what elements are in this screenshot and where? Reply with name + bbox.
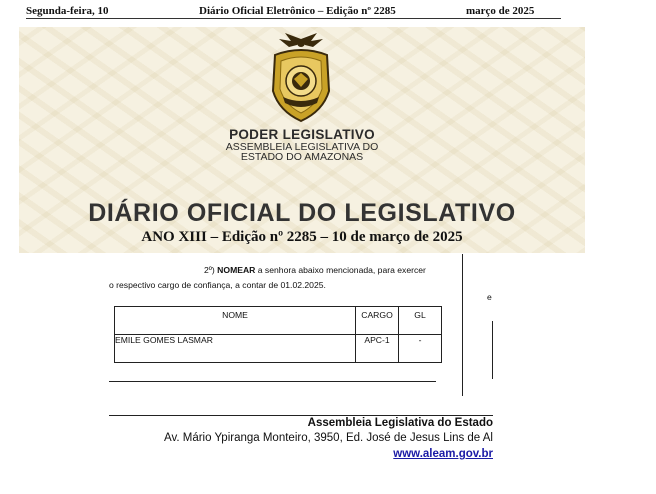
banner-assembleia: ASSEMBLEIA LEGISLATIVA DO <box>225 141 379 153</box>
section-divider <box>109 381 436 382</box>
masthead-banner <box>19 27 585 253</box>
banner-poder-legislativo: PODER LEGISLATIVO <box>229 127 375 142</box>
column-divider-secondary <box>492 321 493 379</box>
footer-institution: Assembleia Legislativa do Estado <box>307 417 493 429</box>
column-header-cargo: CARGO <box>356 307 399 335</box>
paragraph-text: a senhora abaixo mencionada, para exercer <box>255 265 426 275</box>
adjacent-column-fragment: e <box>487 292 492 302</box>
banner-edition-line: ANO XIII – Edição nº 2285 – 10 de março de 2025 <box>141 229 463 245</box>
header-edition: Diário Oficial Eletrônico – Edição nº 2285 <box>199 5 396 17</box>
state-coat-of-arms-icon <box>261 31 341 127</box>
banner-title: DIÁRIO OFICIAL DO LEGISLATIVO <box>88 199 516 227</box>
nomear-keyword: NOMEAR <box>217 265 256 275</box>
footer-address: Av. Mário Ypiranga Monteiro, 3950, Ed. José de Jesus Lins de Al <box>163 432 493 444</box>
column-divider <box>462 254 463 396</box>
banner-estado: ESTADO DO AMAZONAS <box>240 151 364 163</box>
nomination-paragraph-line2: o respectivo cargo de confiança, a contar de 01.02.2025. <box>109 280 326 290</box>
appointment-table <box>114 306 442 363</box>
cell-cargo: APC-1 <box>356 335 399 363</box>
nomination-paragraph-line1 <box>109 265 449 275</box>
footer-rule <box>109 415 493 416</box>
cell-gl: - <box>399 335 442 363</box>
header-date-weekday: Segunda-feira, 10 <box>26 5 109 17</box>
column-header-gl: GL <box>399 307 442 335</box>
cell-nome: EMILE GOMES LASMAR <box>115 335 356 363</box>
header-month-year: março de 2025 <box>466 5 535 17</box>
footer-website-link[interactable]: www.aleam.gov.br <box>393 448 493 460</box>
paragraph-number: 2º) <box>204 265 218 275</box>
table-row <box>115 335 442 363</box>
header-rule <box>26 18 561 19</box>
table-header-row <box>115 307 442 335</box>
running-header <box>26 3 561 19</box>
column-header-nome: NOME <box>115 307 356 335</box>
